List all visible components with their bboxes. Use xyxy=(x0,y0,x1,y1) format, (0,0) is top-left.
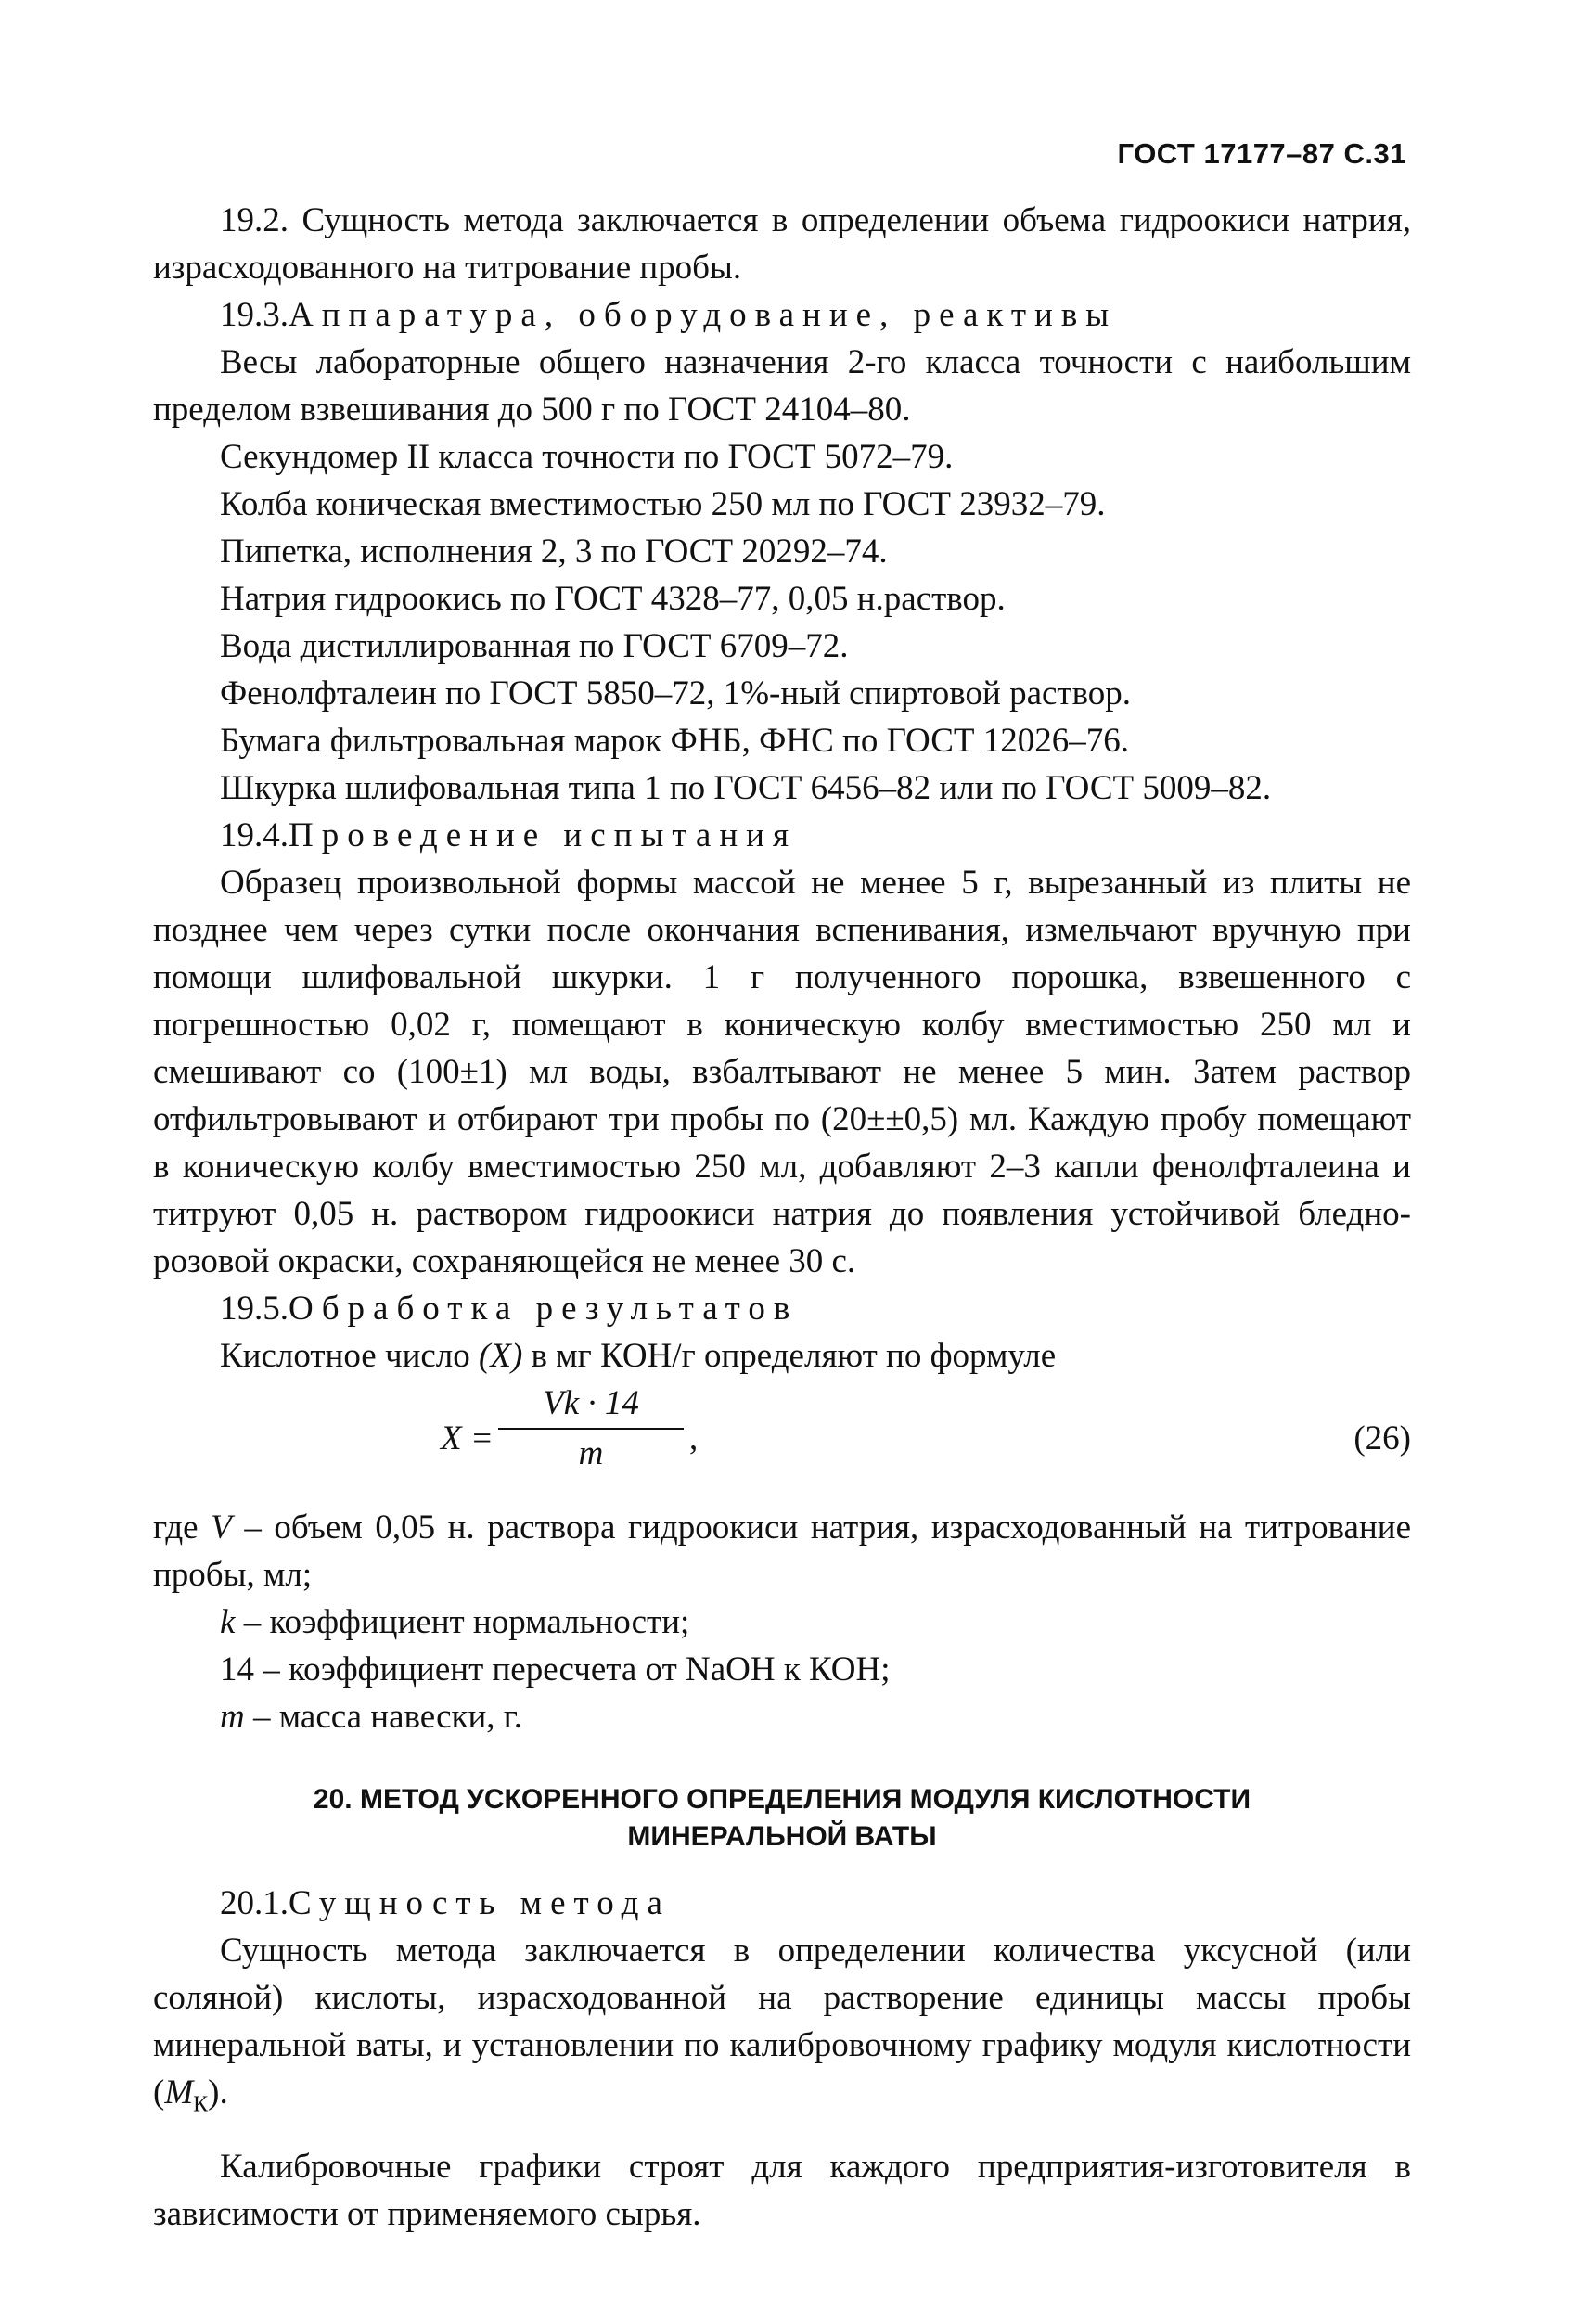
text: – коэффициент нормальности; xyxy=(235,1603,690,1641)
equipment-item: Весы лабораторные общего назначения 2-го класса точности с наибольшим пределом взвешивания до 500 г по ГОСТ 24104–80. xyxy=(153,343,1411,429)
section-title: Аппаратура, оборудование, реактивы xyxy=(289,296,1118,334)
formula-comma: , xyxy=(689,1419,699,1457)
paragraph-19-2: 19.2. Сущность метода заключается в определении объема гидроокиси натрия, израсходованного на титрование пробы. xyxy=(153,201,1411,287)
where-item xyxy=(153,1693,1411,1740)
equipment-item: Шкурка шлифовальная типа 1 по ГОСТ 6456–82 или по ГОСТ 5009–82. xyxy=(220,769,1272,807)
section-number: 19.4. xyxy=(220,816,289,854)
formula-26 xyxy=(153,1383,1411,1504)
symbol: V xyxy=(211,1509,232,1547)
where-item xyxy=(153,1599,1411,1646)
text: – масса навески, г. xyxy=(244,1698,523,1736)
formula-lhs: X = xyxy=(441,1419,494,1457)
document-body xyxy=(153,197,1411,2238)
paragraph-20-1-b: Калибровочные графики строят для каждого предприятия-изготовителя в зависимости от применяемого сырья. xyxy=(153,2148,1411,2234)
formula-fraction xyxy=(498,1383,684,1472)
section-title: Проведение испытания xyxy=(289,816,797,854)
heading-line: 20. МЕТОД УСКОРЕННОГО ОПРЕДЕЛЕНИЯ МОДУЛЯ КИСЛОТНОСТИ xyxy=(313,1784,1251,1815)
section-19-3-heading xyxy=(153,291,1411,339)
section-number: 20.1. xyxy=(220,1884,289,1922)
equipment-item: Бумага фильтровальная марок ФНБ, ФНС по ГОСТ 12026–76. xyxy=(220,722,1130,760)
paragraph-20-1: Сущность метода заключается в определении количества уксусной (или соляной) кислоты, израсходованной на растворение единицы массы пробы минеральной ваты, и установлении по калибровочному графику модуля кислотности $(M_К)$. xyxy=(153,1932,1411,2117)
subscript: К xyxy=(193,2092,209,2117)
equipment-item: Фенолфталеин по ГОСТ 5850–72, 1%-ный спиртовой раствор. xyxy=(220,674,1132,713)
text: . xyxy=(219,2074,228,2112)
section-number: 19.5. xyxy=(220,1290,289,1328)
section-title: Сущность метода xyxy=(289,1884,671,1922)
section-19-4-heading xyxy=(153,812,1411,859)
section-number: 19.3. xyxy=(220,296,289,334)
section-19-5-heading xyxy=(153,1285,1411,1332)
text: Кислотное число xyxy=(220,1337,480,1375)
text: – объем 0,05 н. раствора гидроокиси натрия, израсходованный на титрование пробы, мл; xyxy=(153,1509,1411,1594)
text: 14 – коэффициент пересчета от NaOH к КОН; xyxy=(220,1650,891,1688)
text: где xyxy=(153,1509,212,1547)
section-title: Обработка результатов xyxy=(289,1290,799,1328)
equipment-item: Натрия гидроокись по ГОСТ 4328–77, 0,05 н.раствор. xyxy=(220,580,1006,618)
equipment-item: Вода дистиллированная по ГОСТ 6709–72. xyxy=(220,627,849,665)
formula-denominator: m xyxy=(578,1434,604,1472)
variable: (X) xyxy=(479,1337,523,1375)
fraction-bar xyxy=(498,1428,684,1430)
equipment-item: Секундомер II класса точности по ГОСТ 5072–79. xyxy=(220,438,954,476)
equipment-item: Пипетка, исполнения 2, 3 по ГОСТ 20292–74. xyxy=(220,533,888,571)
section-20-heading xyxy=(153,1781,1411,1855)
text: Сущность метода заключается в определении количества уксусной (или соляной) кислоты, израсходованной на растворение единицы массы пробы минеральной ваты, и установлении по калибровочному графику модуля кислотности xyxy=(153,1932,1411,2064)
text: в мг КОН/г определяют по формуле xyxy=(522,1337,1057,1375)
symbol: k xyxy=(220,1603,236,1641)
formula-numerator: Vk · 14 xyxy=(543,1384,639,1422)
heading-line: МИНЕРАЛЬНОЙ ВАТЫ xyxy=(627,1821,937,1852)
equipment-item: Колба коническая вместимостью 250 мл по ГОСТ 23932–79. xyxy=(220,485,1106,523)
paragraph-19-4: Образец произвольной формы массой не менее 5 г, вырезанный из плиты не позднее чем через сутки после окончания вспенивания, измельчают вручную при помощи шлифовальной шкурки. 1 г полученного порошка, взвешенного с погрешностью 0,02 г, помещают в коническую колбу вместимостью 250 мл и смешивают со (100±1) мл воды, взбалтывают не менее 5 мин. Затем раствор отфильтровывают и отбирают три пробы по (20±±0,5) мл. Каждую пробу помещают в коническую колбу вместимостью 250 мл, добавляют 2–3 капли фенолфталеина и титруют 0,05 н. раствором гидроокиси натрия до появления устойчивой бледно-розовой окраски, сохраняющейся не менее 30 с. xyxy=(153,864,1411,1280)
formula-number: (26) xyxy=(1353,1419,1411,1457)
where-first xyxy=(153,1504,1411,1599)
symbol: M xyxy=(164,2074,194,2112)
section-20-1-heading xyxy=(153,1880,1411,1927)
where-item xyxy=(153,1646,1411,1693)
paragraph-19-5 xyxy=(153,1332,1411,1380)
symbol: m xyxy=(220,1698,245,1736)
page-header: ГОСТ 17177–87 С.31 xyxy=(1117,137,1406,170)
